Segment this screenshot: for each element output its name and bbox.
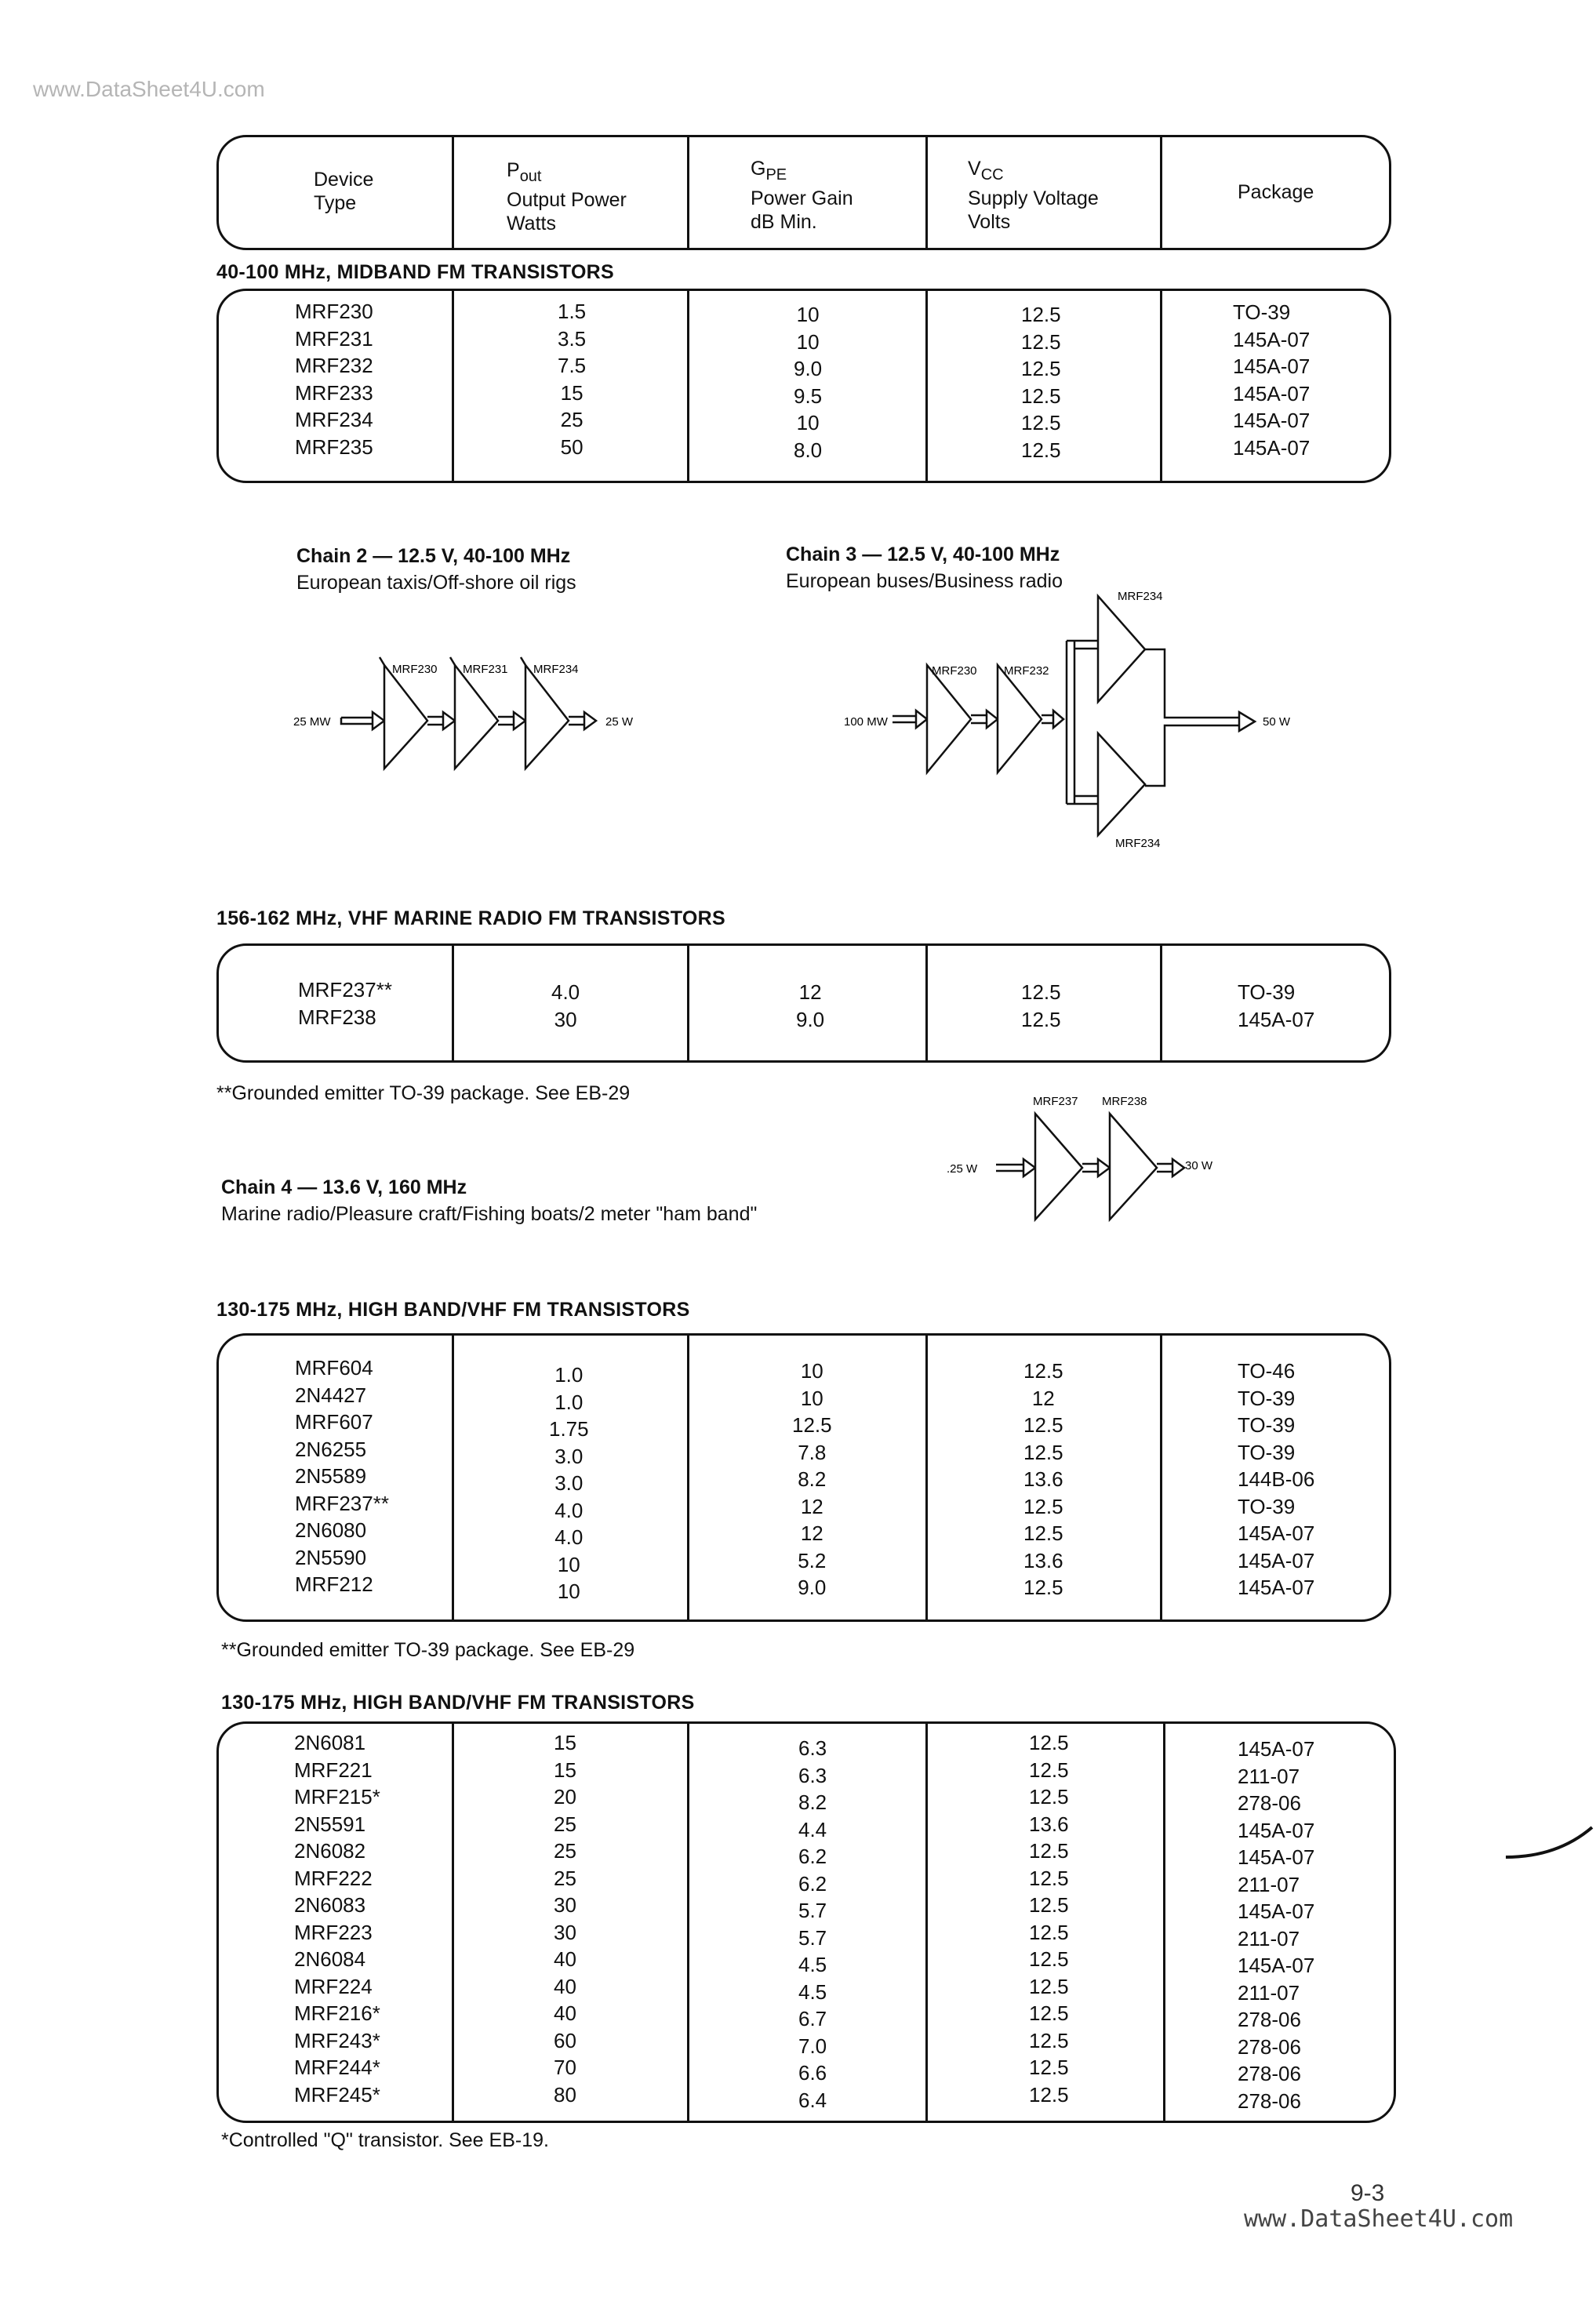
cell-pkg: 145A-07 [1233,327,1311,351]
cell-device: MRF244* [294,2056,380,2079]
cell-gain: 4.5 [798,1953,827,1976]
cell-pout: 3.0 [554,1444,584,1468]
cell-vcc: 12.5 [1023,1521,1063,1545]
cell-pkg: 145A-07 [1238,1521,1315,1545]
cell-device: MRF238 [298,1005,376,1029]
cell-device: MRF221 [294,1758,373,1782]
cell-device: 2N6084 [294,1947,366,1971]
chain4-stage-2: MRF238 [1102,1095,1147,1108]
cell-device: MRF231 [295,326,373,351]
chain4-stage-1: MRF237 [1033,1095,1078,1108]
column-pout [558,298,586,460]
column-device [295,1354,389,1598]
cell-vcc: 12.5 [1023,1576,1063,1599]
cell-vcc: 12.5 [1023,1440,1063,1464]
cell-device: 2N6255 [295,1437,367,1461]
cell-gain: 6.2 [798,1871,827,1896]
cell-vcc: 12.5 [1021,438,1061,462]
column-pout [554,1729,576,2108]
cell-pkg: 211-07 [1238,1926,1300,1950]
cell-vcc: 12.5 [1029,2082,1069,2107]
cell-device: 2N5591 [294,1812,366,1836]
cell-device: MRF233 [295,380,373,405]
cell-device: MRF222 [294,1866,373,1890]
cell-pkg: 278-06 [1238,2062,1301,2085]
cell-vcc: 12.5 [1023,1359,1063,1383]
cell-vcc: 12.5 [1029,1947,1069,1971]
cell-gain: 10 [796,411,820,434]
cell-vcc: 12.5 [1029,1758,1069,1782]
cell-vcc: 12.5 [1029,1839,1069,1863]
chain3-output: 50 W [1263,715,1291,729]
column-package [1238,1736,1314,2114]
cell-pout: 1.0 [554,1390,584,1414]
cell-gain: 10 [800,1386,823,1410]
cell-vcc: 12.5 [1021,329,1061,354]
header-device: Device Type [314,169,374,214]
cell-pout: 3.0 [554,1471,584,1495]
column-pout [549,1361,589,1605]
cell-pkg: TO-39 [1238,1494,1296,1518]
cell-device: MRF232 [295,354,373,377]
column-device [298,976,392,1031]
cell-device: MRF224 [294,1974,373,1998]
cell-pkg: 145A-07 [1233,354,1311,378]
cell-device: 2N4427 [295,1383,367,1407]
cell-device: 2N5590 [295,1545,367,1569]
cell-vcc: 12.5 [1029,1974,1069,1998]
note-marine: **Grounded emitter TO-39 package. See EB-29 [216,1082,631,1104]
column-device [294,1729,380,2108]
cell-pout: 70 [554,2056,576,2079]
column-vcc [1021,301,1061,463]
cell-vcc: 12.5 [1023,1413,1063,1437]
margin-mark [1502,1819,1596,1867]
cell-pout: 30 [554,1920,576,1944]
cell-gain: 7.8 [798,1440,827,1464]
note-highband-1: **Grounded emitter TO-39 package. See EB-29 [221,1639,635,1661]
cell-pout: 50 [560,434,584,459]
chain3-stage-2: MRF232 [1004,664,1049,678]
chain2-diagram [282,643,659,784]
header-vcc: $V_{CC}$ Supply Voltage Volts [968,158,1099,233]
note-highband-2: *Controlled "Q" transistor. See EB-19. [221,2129,549,2151]
cell-pkg: TO-46 [1238,1359,1296,1383]
cell-vcc: 12.5 [1029,1893,1069,1917]
header-package: Package [1238,181,1314,203]
column-device [295,298,373,460]
cell-pout: 60 [554,2028,576,2052]
cell-pkg: 145A-07 [1238,1845,1315,1869]
cell-gain: 4.4 [798,1817,827,1841]
cell-gain: 5.2 [798,1548,827,1572]
cell-vcc: 12.5 [1021,411,1061,434]
cell-gain: 5.7 [798,1899,827,1922]
cell-pkg: TO-39 [1238,1413,1296,1437]
cell-pkg: 278-06 [1238,2008,1301,2031]
cell-gain: 12 [800,1494,823,1518]
cell-pout: 1.0 [554,1363,584,1387]
cell-pout: 30 [554,1007,577,1031]
cell-vcc: 12.5 [1021,357,1061,380]
header-gpe: $G_{PE}$ Power Gain dB Min. [751,158,853,233]
cell-vcc: 12.5 [1029,1785,1069,1809]
cell-pkg: 211-07 [1238,1872,1300,1896]
cell-device: MRF604 [295,1356,373,1380]
cell-pout: 4.0 [551,980,580,1004]
chain2-input: 25 MW [293,715,331,729]
cell-pkg: 145A-07 [1233,381,1311,405]
cell-pkg: 278-06 [1238,1791,1301,1815]
cell-gain: 9.5 [794,384,823,408]
cell-device: MRF237** [295,1491,389,1515]
cell-vcc: 12.5 [1021,303,1061,326]
cell-vcc: 13.6 [1029,1812,1069,1836]
cell-pkg: 145A-07 [1238,1548,1315,1572]
chain3-stage-1: MRF230 [932,664,977,678]
cell-vcc: 13.6 [1023,1548,1063,1572]
cell-pkg: 145A-07 [1233,435,1311,460]
cell-gain: 10 [796,329,820,354]
cell-gain: 6.3 [798,1763,827,1787]
cell-device: MRF245* [294,2082,380,2107]
section-title-highband-1: 130-175 MHz, HIGH BAND/VHF FM TRANSISTORS [216,1299,690,1321]
chain2-stage-3: MRF234 [533,663,579,676]
cell-device: MRF235 [295,434,373,459]
cell-pkg: 145A-07 [1238,1007,1315,1031]
cell-pout: 4.0 [554,1525,584,1549]
cell-pout: 1.5 [558,300,587,323]
cell-gain: 8.0 [794,438,823,462]
cell-pout: 25 [554,1812,576,1836]
cell-pout: 10 [557,1552,580,1576]
cell-pout: 3.5 [558,326,587,351]
column-gain [792,1358,832,1601]
cell-device: 2N5589 [295,1464,367,1488]
chain4-caption: Chain 4 — 13.6 V, 160 MHz Marine radio/Pleasure craft/Fishing boats/2 meter "ham band" [221,1176,758,1225]
cell-pout: 25 [554,1839,576,1863]
cell-pkg: 278-06 [1238,2034,1301,2059]
watermark-top: www.DataSheet4U.com [33,77,265,101]
cell-gain: 6.2 [798,1845,827,1868]
cell-pkg: TO-39 [1238,1386,1296,1410]
cell-gain: 12.5 [792,1413,832,1437]
column-gain [796,979,824,1033]
cell-vcc: 12.5 [1029,2056,1069,2079]
cell-gain: 8.2 [798,1467,827,1491]
column-vcc [1021,979,1061,1033]
cell-pout: 30 [554,1893,576,1917]
cell-pout: 15 [554,1731,576,1754]
cell-gain: 5.7 [798,1925,827,1950]
cell-pkg: 145A-07 [1233,409,1311,432]
cell-pout: 7.5 [558,354,587,377]
cell-gain: 6.7 [798,2007,827,2030]
cell-pkg: 145A-07 [1238,1954,1315,1977]
cell-gain: 9.0 [798,1576,827,1599]
cell-device: MRF243* [294,2028,380,2052]
cell-pkg: 145A-07 [1238,1576,1315,1599]
header-pout: $P_{out}$ Output Power Watts [507,159,627,234]
chain4-output: 30 W [1185,1159,1213,1172]
cell-pout: 10 [557,1580,580,1603]
cell-device: MRF215* [294,1785,380,1809]
cell-pout: 4.0 [554,1498,584,1522]
chain4-input: .25 W [947,1162,978,1176]
chain2-stage-2: MRF231 [463,663,508,676]
cell-pout: 20 [554,1785,576,1809]
cell-pkg: 145A-07 [1238,1818,1315,1842]
cell-gain: 6.6 [798,2061,827,2085]
cell-vcc: 12.5 [1029,2028,1069,2052]
cell-pkg: TO-39 [1238,1440,1296,1464]
cell-pout: 15 [554,1758,576,1782]
cell-device: MRF230 [295,300,373,323]
section-title-highband-2: 130-175 MHz, HIGH BAND/VHF FM TRANSISTORS [221,1692,695,1714]
cell-device: MRF212 [295,1572,373,1596]
column-pout [551,979,580,1033]
cell-pout: 25 [560,408,584,431]
cell-gain: 9.0 [796,1007,825,1031]
column-gain [794,301,822,463]
cell-pout: 25 [554,1866,576,1890]
section-title-marine: 156-162 MHz, VHF MARINE RADIO FM TRANSISTORS [216,907,725,929]
section-title-midband: 40-100 MHz, MIDBAND FM TRANSISTORS [216,261,615,283]
cell-device: 2N6081 [294,1731,366,1754]
cell-device: 2N6083 [294,1893,366,1917]
cell-vcc: 12.5 [1029,1866,1069,1890]
cell-device: 2N6082 [294,1839,366,1863]
column-package [1238,1358,1314,1601]
cell-pkg: TO-39 [1233,300,1291,324]
column-package [1238,979,1314,1033]
cell-pkg: 211-07 [1238,1980,1300,2005]
cell-device: MRF216* [294,2001,380,2025]
cell-pkg: TO-39 [1238,980,1296,1004]
chain3-top-stage: MRF234 [1118,590,1163,603]
cell-vcc: 12.5 [1021,980,1061,1004]
chain2-output: 25 W [605,715,634,729]
chain3-diagram [831,580,1318,855]
cell-pkg: 278-06 [1238,2088,1301,2113]
cell-vcc: 13.6 [1023,1467,1063,1491]
page-number: 9-3 [1351,2180,1385,2206]
cell-device: MRF237** [298,978,392,1002]
column-gain [798,1735,827,2114]
cell-device: 2N6080 [295,1518,367,1542]
cell-gain: 10 [800,1359,823,1383]
cell-pkg: 145A-07 [1238,1899,1315,1923]
cell-pout: 40 [554,1947,576,1971]
cell-vcc: 12.5 [1029,1920,1069,1944]
cell-gain: 8.2 [798,1790,827,1814]
cell-pout: 15 [560,380,584,405]
chain4-diagram [937,1086,1251,1227]
cell-gain: 12 [800,1521,823,1545]
cell-pkg: 144B-06 [1238,1467,1315,1491]
cell-pout: 40 [554,1974,576,1998]
cell-gain: 12 [798,980,822,1004]
chain2-stage-1: MRF230 [392,663,438,676]
cell-pout: 1.75 [549,1417,589,1441]
cell-gain: 4.5 [798,1979,827,2004]
column-package [1233,299,1310,461]
cell-pout: 80 [554,2082,576,2107]
cell-device: MRF234 [295,408,373,431]
cell-vcc: 12.5 [1021,1007,1061,1031]
cell-vcc: 12.5 [1021,384,1061,408]
cell-gain: 9.0 [794,357,823,380]
column-vcc [1029,1729,1069,2108]
cell-gain: 6.3 [798,1736,827,1760]
cell-vcc: 12.5 [1029,2001,1069,2025]
cell-gain: 6.4 [798,2088,827,2112]
watermark-bottom: www.DataSheet4U.com [1244,2205,1514,2233]
chain3-input: 100 MW [844,715,888,729]
cell-vcc: 12.5 [1023,1494,1063,1518]
cell-device: MRF607 [295,1410,373,1434]
cell-vcc: 12.5 [1029,1731,1069,1754]
chain3-bottom-stage: MRF234 [1115,837,1161,850]
chain2-caption: Chain 2 — 12.5 V, 40-100 MHz European taxis/Off-shore oil rigs [296,545,576,594]
cell-pkg: 145A-07 [1238,1737,1315,1761]
chain3-caption: Chain 3 — 12.5 V, 40-100 MHz European buses/Business radio [786,543,1063,592]
cell-device: MRF223 [294,1920,373,1944]
cell-gain: 7.0 [798,2034,827,2058]
column-vcc [1023,1358,1063,1601]
cell-pkg: 211-07 [1238,1764,1300,1788]
cell-vcc: 12 [1031,1386,1055,1410]
cell-pout: 40 [554,2001,576,2025]
cell-gain: 10 [796,303,820,326]
